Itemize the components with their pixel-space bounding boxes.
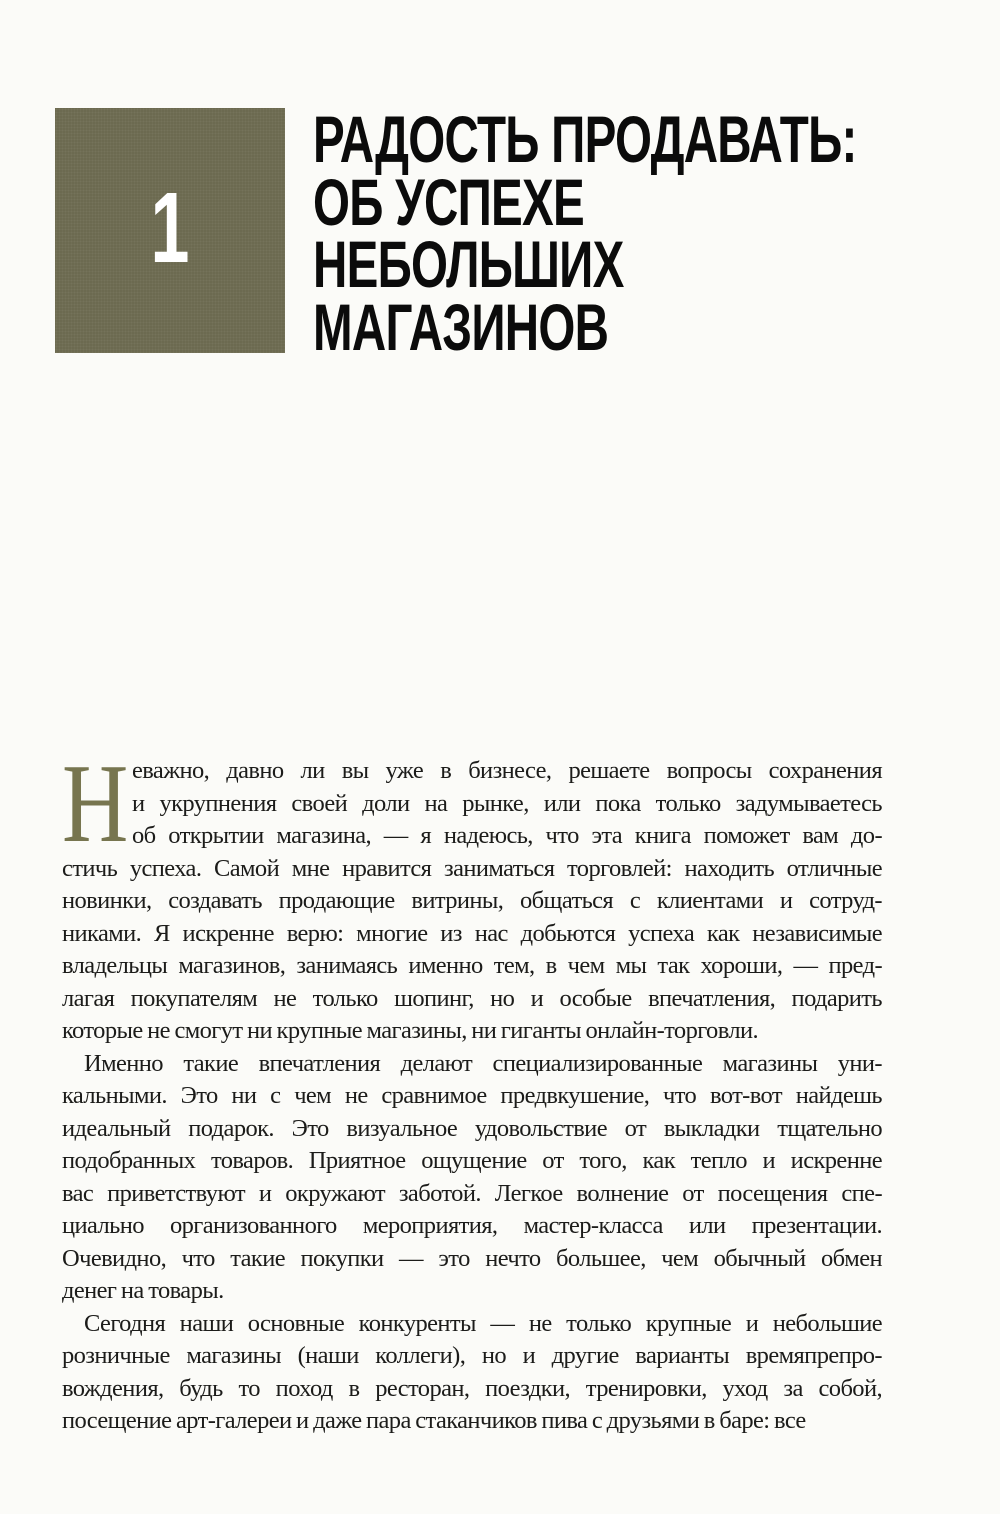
text-line: новинки, создавать продающие витрины, общаться с клиентами и сотруд- [62, 887, 882, 914]
text-line: подобранных товаров. Приятное ощущение от того, как тепло и искренне [62, 1147, 882, 1174]
text-line: лагая покупателям не только шопинг, но и особые впечатления, подарить [62, 984, 882, 1012]
chapter-title-line: ОБ УСПЕХЕ [313, 164, 584, 239]
text-line: Именно такие впечатления делают специализированные магазины уни- [84, 1049, 882, 1077]
text-line: вас приветствуют и окружают заботой. Легкое волнение от посещения спе- [62, 1179, 882, 1207]
text-line: об открытии магазина, — я надеюсь, что эта книга поможет вам до- [132, 822, 882, 849]
text-line: посещение арт-галереи и даже пара стаканчиков пива с друзьями в баре: все [62, 1407, 806, 1434]
text-line: стичь успеха. Самой мне нравится заниматься торговлей: находить отличные [62, 854, 882, 882]
text-line: идеальный подарок. Это визуальное удовольствие от выкладки тщательно [62, 1114, 882, 1142]
text-line: денег на товары. [62, 1277, 224, 1304]
chapter-number: 1 [150, 172, 190, 284]
chapter-title-line: РАДОСТЬ ПРОДАВАТЬ: [313, 102, 857, 176]
chapter-number-box [55, 108, 285, 353]
text-line: кальными. Это ни с чем не сравнимое предвкушение, что вот-вот найдешь [62, 1082, 882, 1109]
paragraph [62, 742, 882, 1048]
text-line: еважно, давно ли вы уже в бизнесе, решаете вопросы сохранения [132, 757, 882, 784]
text-line: розничные магазины (наши коллеги), но и другие варианты времяпрепро- [62, 1342, 882, 1369]
chapter-title-line: НЕБОЛЬШИХ [313, 227, 624, 301]
chapter-title-line: МАГАЗИНОВ [313, 289, 609, 364]
text-line: никами. Я искренне верю: многие из нас добьются успеха как независимые [62, 919, 882, 947]
paragraph [62, 1308, 882, 1438]
text-line: и укрупнения своей доли на рынке, или пока только задумываетесь [132, 789, 882, 817]
body-text [62, 742, 882, 1438]
chapter-title [313, 102, 953, 364]
text-line: которые не смогут ни крупные магазины, ни гиганты онлайн-торговли. [62, 1017, 759, 1044]
text-line: вождения, будь то поход в ресторан, поездки, тренировки, уход за собой, [62, 1374, 882, 1402]
paragraph [62, 1048, 882, 1308]
text-line: Очевидно, что такие покупки — это нечто большее, чем обычный обмен [62, 1244, 882, 1272]
text-line: владельцы магазинов, занимаясь именно тем, в чем мы так хороши, — пред- [62, 952, 882, 979]
drop-cap: Н [62, 742, 129, 866]
text-line: циально организованного мероприятия, мастер-класса или презентации. [62, 1212, 882, 1239]
text-line: Сегодня наши основные конкуренты — не только крупные и небольшие [84, 1309, 882, 1337]
